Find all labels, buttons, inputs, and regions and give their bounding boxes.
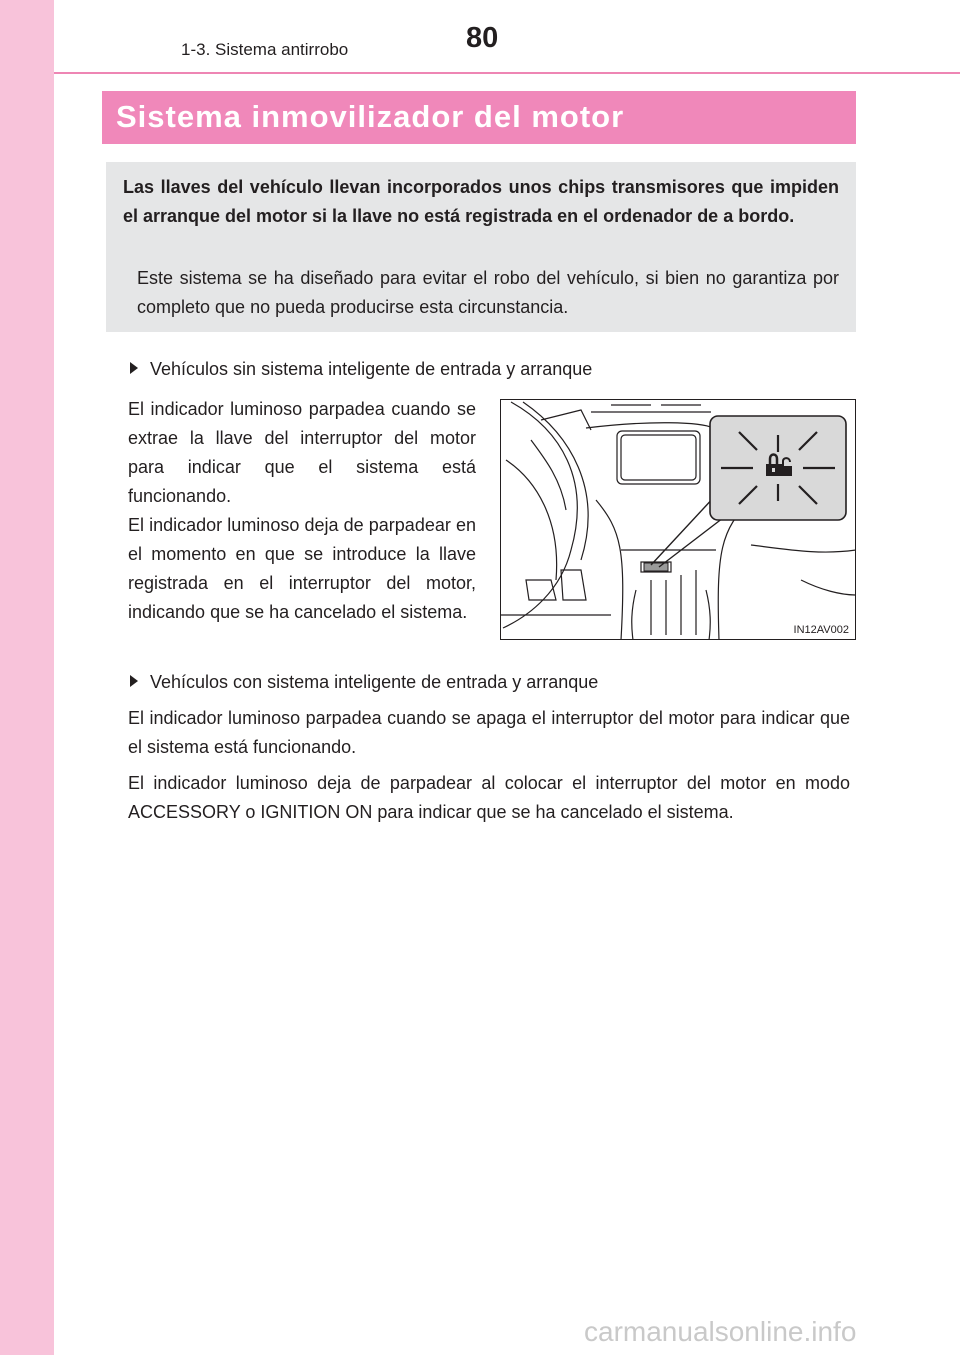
section-reference: 1-3. Sistema antirrobo [181,40,349,59]
footer-watermark: carmanualsonline.info [584,1316,857,1347]
bullet-text: Vehículos sin sistema inteligente de entrada y arranque [150,359,593,379]
paragraph-smart-flashes: El indicador luminoso parpadea cuando se apaga el interruptor del motor para indicar que el sistema está funcionando. [128,708,850,757]
page-number: 80 [466,22,499,54]
side-band [0,0,54,1355]
title-bar [102,91,856,144]
intro-normal-text: Este sistema se ha diseñado para evitar el robo del vehículo, si bien no garantiza por completo que no pueda producirse esta circunstancia. [137,268,839,317]
paragraph-indicator-stops: El indicador luminoso deja de parpadear en el momento en que se introduce la llave registrada en el interruptor del motor, indicando que se ha cancelado el sistema. [128,515,476,622]
bullet-without-smart-entry [130,356,592,382]
bullet-text: Vehículos con sistema inteligente de entrada y arranque [150,672,599,692]
triangle-bullet-icon [130,675,138,687]
header-divider [54,72,960,74]
intro-bold-text: Las llaves del vehículo llevan incorporados unos chips transmisores que impiden el arranque del motor si la llave no está registrada en el ordenador de a bordo. [123,177,839,226]
figure-code: IN12AV002 [793,624,849,636]
paragraph-indicator-flashes: El indicador luminoso parpadea cuando se extrae la llave del interruptor del motor para indicar que el sistema está funcionando. [128,399,476,506]
dashboard-figure [500,399,856,640]
paragraph-smart-stops: El indicador luminoso deja de parpadear al colocar el interruptor del motor en modo ACCESSORY o IGNITION ON para indicar que se ha cancelado el sistema. [128,773,850,822]
intro-box [106,162,856,332]
bullet-with-smart-entry [130,669,598,695]
page-title: Sistema inmovilizador del motor [116,99,625,134]
triangle-bullet-icon [130,362,138,374]
dashboard-illustration [501,400,856,640]
